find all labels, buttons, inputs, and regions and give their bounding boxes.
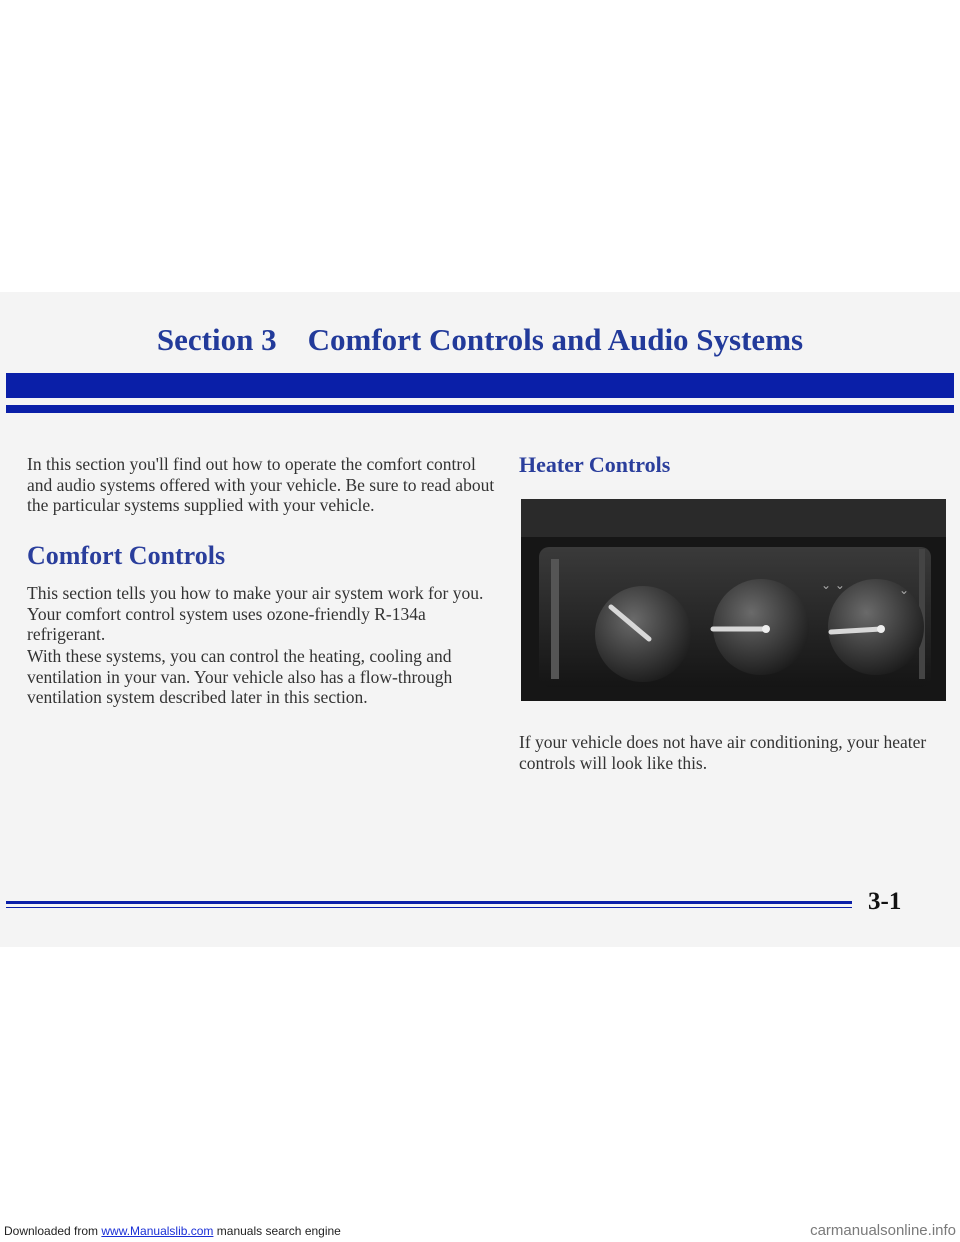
- title-band: [6, 373, 954, 398]
- manualslib-link[interactable]: www.Manualslib.com: [101, 1224, 214, 1238]
- section-title: Section 3 Comfort Controls and Audio Systems: [156, 322, 804, 357]
- svg-text:⌄: ⌄: [899, 583, 910, 597]
- download-footer: [4, 1224, 341, 1238]
- heater-caption: If your vehicle does not have air conditioning, your heater controls will look like this.: [519, 732, 927, 773]
- intro-paragraph: In this section you'll find out how to operate the comfort control and audio systems offered with your vehicle. Be sure to read about the particular systems supplied with your vehicle.: [27, 454, 495, 515]
- page-number: 3-1: [868, 888, 902, 915]
- title-band-thin: [6, 405, 954, 413]
- footer-prefix: Downloaded from: [4, 1224, 102, 1238]
- footer-rule-thin: [6, 907, 852, 908]
- footer-suffix: manuals search engine: [213, 1224, 341, 1238]
- heater-panel-illustration: [521, 499, 946, 701]
- footer-rule: [6, 901, 852, 904]
- comfort-paragraph-1: This section tells you how to make your air system work for you. Your comfort control system uses ozone-friendly R-134a refrigerant.: [27, 583, 484, 644]
- heater-controls-heading: Heater Controls: [519, 452, 671, 477]
- svg-text:⌄ ⌄: ⌄ ⌄: [821, 578, 845, 592]
- watermark: carmanualsonline.info: [810, 1222, 956, 1239]
- comfort-controls-heading: Comfort Controls: [27, 541, 226, 570]
- comfort-paragraph-2: With these systems, you can control the heating, cooling and ventilation in your van. Your vehicle also has a flow-through ventilation system described later in this section.: [27, 646, 453, 707]
- heater-controls-photo: [521, 499, 946, 701]
